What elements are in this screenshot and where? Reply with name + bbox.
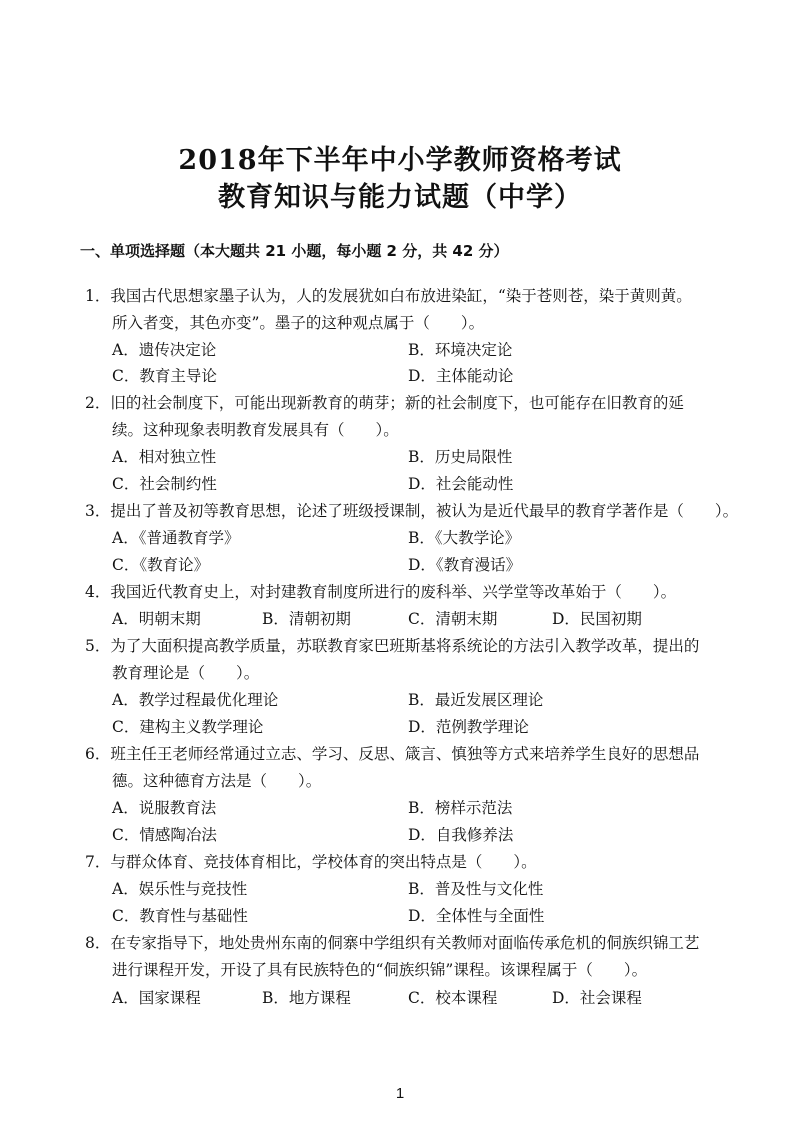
question-8-option-d: D．社会课程 [552,989,642,1007]
question-2-option-c: C．社会制约性 [112,475,217,493]
question-3-stem-line1: 3．提出了普及初等教育思想，论述了班级授课制，被认为是近代最早的教育学著作是（ ）。 [85,502,739,520]
question-2-stem-line1: 2．旧的社会制度下，可能出现新教育的萌芽；新的社会制度下，也可能存在旧教育的延 [85,394,684,412]
question-7-option-b: B．普及性与文化性 [408,880,544,898]
question-6-stem-line2: 德。这种德育方法是（ ）。 [112,772,322,790]
question-7-stem-line1: 7．与群众体育、竞技体育相比，学校体育的突出特点是（ ）。 [85,853,537,871]
question-6-option-d: D．自我修养法 [408,826,514,844]
question-4-option-b: B．清朝初期 [262,610,351,628]
question-8-option-a: A．国家课程 [112,989,201,1007]
question-5-stem-line2: 教育理论是（ ）。 [112,664,260,682]
question-2-option-b: B．历史局限性 [408,448,513,466]
question-4-stem-line1: 4．我国近代教育史上，对封建教育制度所进行的废科举、兴学堂等改革始于（ ）。 [85,583,677,601]
question-3-option-b: B．《大教学论》 [408,529,521,547]
question-5-option-d: D．范例教学理论 [408,718,529,736]
question-8-option-c: C．校本课程 [408,989,498,1007]
exam-subtitle: 教育知识与能力试题（中学） [218,182,582,213]
question-2-option-a: A．相对独立性 [112,448,217,466]
question-1-stem-line1: 1．我国古代思想家墨子认为，人的发展犹如白布放进染缸，“染于苍则苍，染于黄则黄。 [85,287,692,305]
question-5-option-c: C．建构主义教学理论 [112,718,264,736]
question-6-option-c: C．情感陶冶法 [112,826,217,844]
question-7-option-a: A．娱乐性与竞技性 [112,880,248,898]
question-8-option-b: B．地方课程 [262,989,351,1007]
question-7-option-c: C．教育性与基础性 [112,907,248,925]
exam-title: 2018年下半年中小学教师资格考试 [178,145,622,176]
question-1-option-c: C．教育主导论 [112,367,217,385]
section-heading: 一、单项选择题（本大题共 21 小题，每小题 2 分，共 42 分） [80,242,509,260]
question-4-option-a: A．明朝末期 [112,610,201,628]
question-3-option-a: A．《普通教育学》 [112,529,240,547]
question-8-stem-line1: 8．在专家指导下，地处贵州东南的侗寨中学组织有关教师对面临传承危机的侗族织锦工艺 [85,934,700,952]
question-1-option-a: A．遗传决定论 [112,341,217,359]
question-5-option-b: B．最近发展区理论 [408,691,544,709]
question-7-option-d: D．全体性与全面性 [408,907,545,925]
question-2-stem-line2: 续。这种现象表明教育发展具有（ ）。 [112,421,399,439]
question-4-option-c: C．清朝末期 [408,610,498,628]
question-5-option-a: A．教学过程最优化理论 [112,691,279,709]
question-2-option-d: D．社会能动性 [408,475,514,493]
question-5-stem-line1: 5．为了大面积提高教学质量，苏联教育家巴班斯基将系统论的方法引入教学改革，提出的 [85,637,700,655]
question-3-option-c: C．《教育论》 [112,556,210,574]
question-4-option-d: D．民国初期 [552,610,642,628]
question-1-option-b: B．环境决定论 [408,341,513,359]
question-1-option-d: D．主体能动论 [408,367,514,385]
question-8-stem-line2: 进行课程开发，开设了具有民族特色的“侗族织锦”课程。该课程属于（ ）。 [112,961,648,979]
question-6-option-b: B．榜样示范法 [408,799,513,817]
page-number: 1 [395,1085,405,1102]
question-3-option-d: D．《教育漫话》 [408,556,522,574]
question-6-option-a: A．说服教育法 [112,799,217,817]
question-1-stem-line2: 所入者变，其色亦变”。墨子的这种观点属于（ ）。 [112,314,485,332]
question-6-stem-line1: 6．班主任王老师经常通过立志、学习、反思、箴言、慎独等方式来培养学生良好的思想品 [85,745,700,763]
